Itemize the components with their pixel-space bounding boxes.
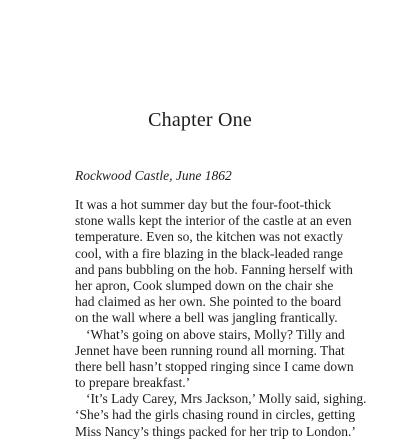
text-line: ‘It’s Lady Carey, Mrs Jackson,’ Molly said, sighing.: [86, 391, 367, 407]
chapter-body-text: [75, 197, 367, 440]
text-line: Jennet have been running round all morning. That: [75, 342, 345, 358]
place-date-heading: Rockwood Castle, June 1862: [75, 168, 232, 183]
text-line: on the wall where a bell was jangling frantically.: [75, 310, 338, 326]
text-line: to prepare breakfast.’: [75, 375, 191, 391]
text-line: and pans bubbling on the hob. Fanning herself with: [75, 261, 353, 277]
text-line: there bell hasn’t stopped ringing since I came down: [75, 358, 354, 374]
text-line: cool, with a fire blazing in the black-leaded range: [75, 245, 344, 261]
text-line: ‘She’s had the girls chasing round in circles, getting: [75, 407, 356, 423]
text-line: Miss Nancy’s things packed for her trip to London.’: [75, 423, 356, 439]
text-line: temperature. Even so, the kitchen was not exactly: [75, 229, 344, 245]
text-line: ‘What’s going on above stairs, Molly? Tilly and: [86, 326, 345, 342]
text-line: It was a hot summer day but the four-foot-thick: [75, 197, 332, 212]
text-line: her apron, Cook slumped down on the chair she: [75, 277, 334, 293]
chapter-title: Chapter One: [148, 109, 252, 131]
text-line: stone walls kept the interior of the castle at an even: [75, 213, 352, 229]
text-line: had claimed as her own. She pointed to the board: [75, 294, 342, 310]
